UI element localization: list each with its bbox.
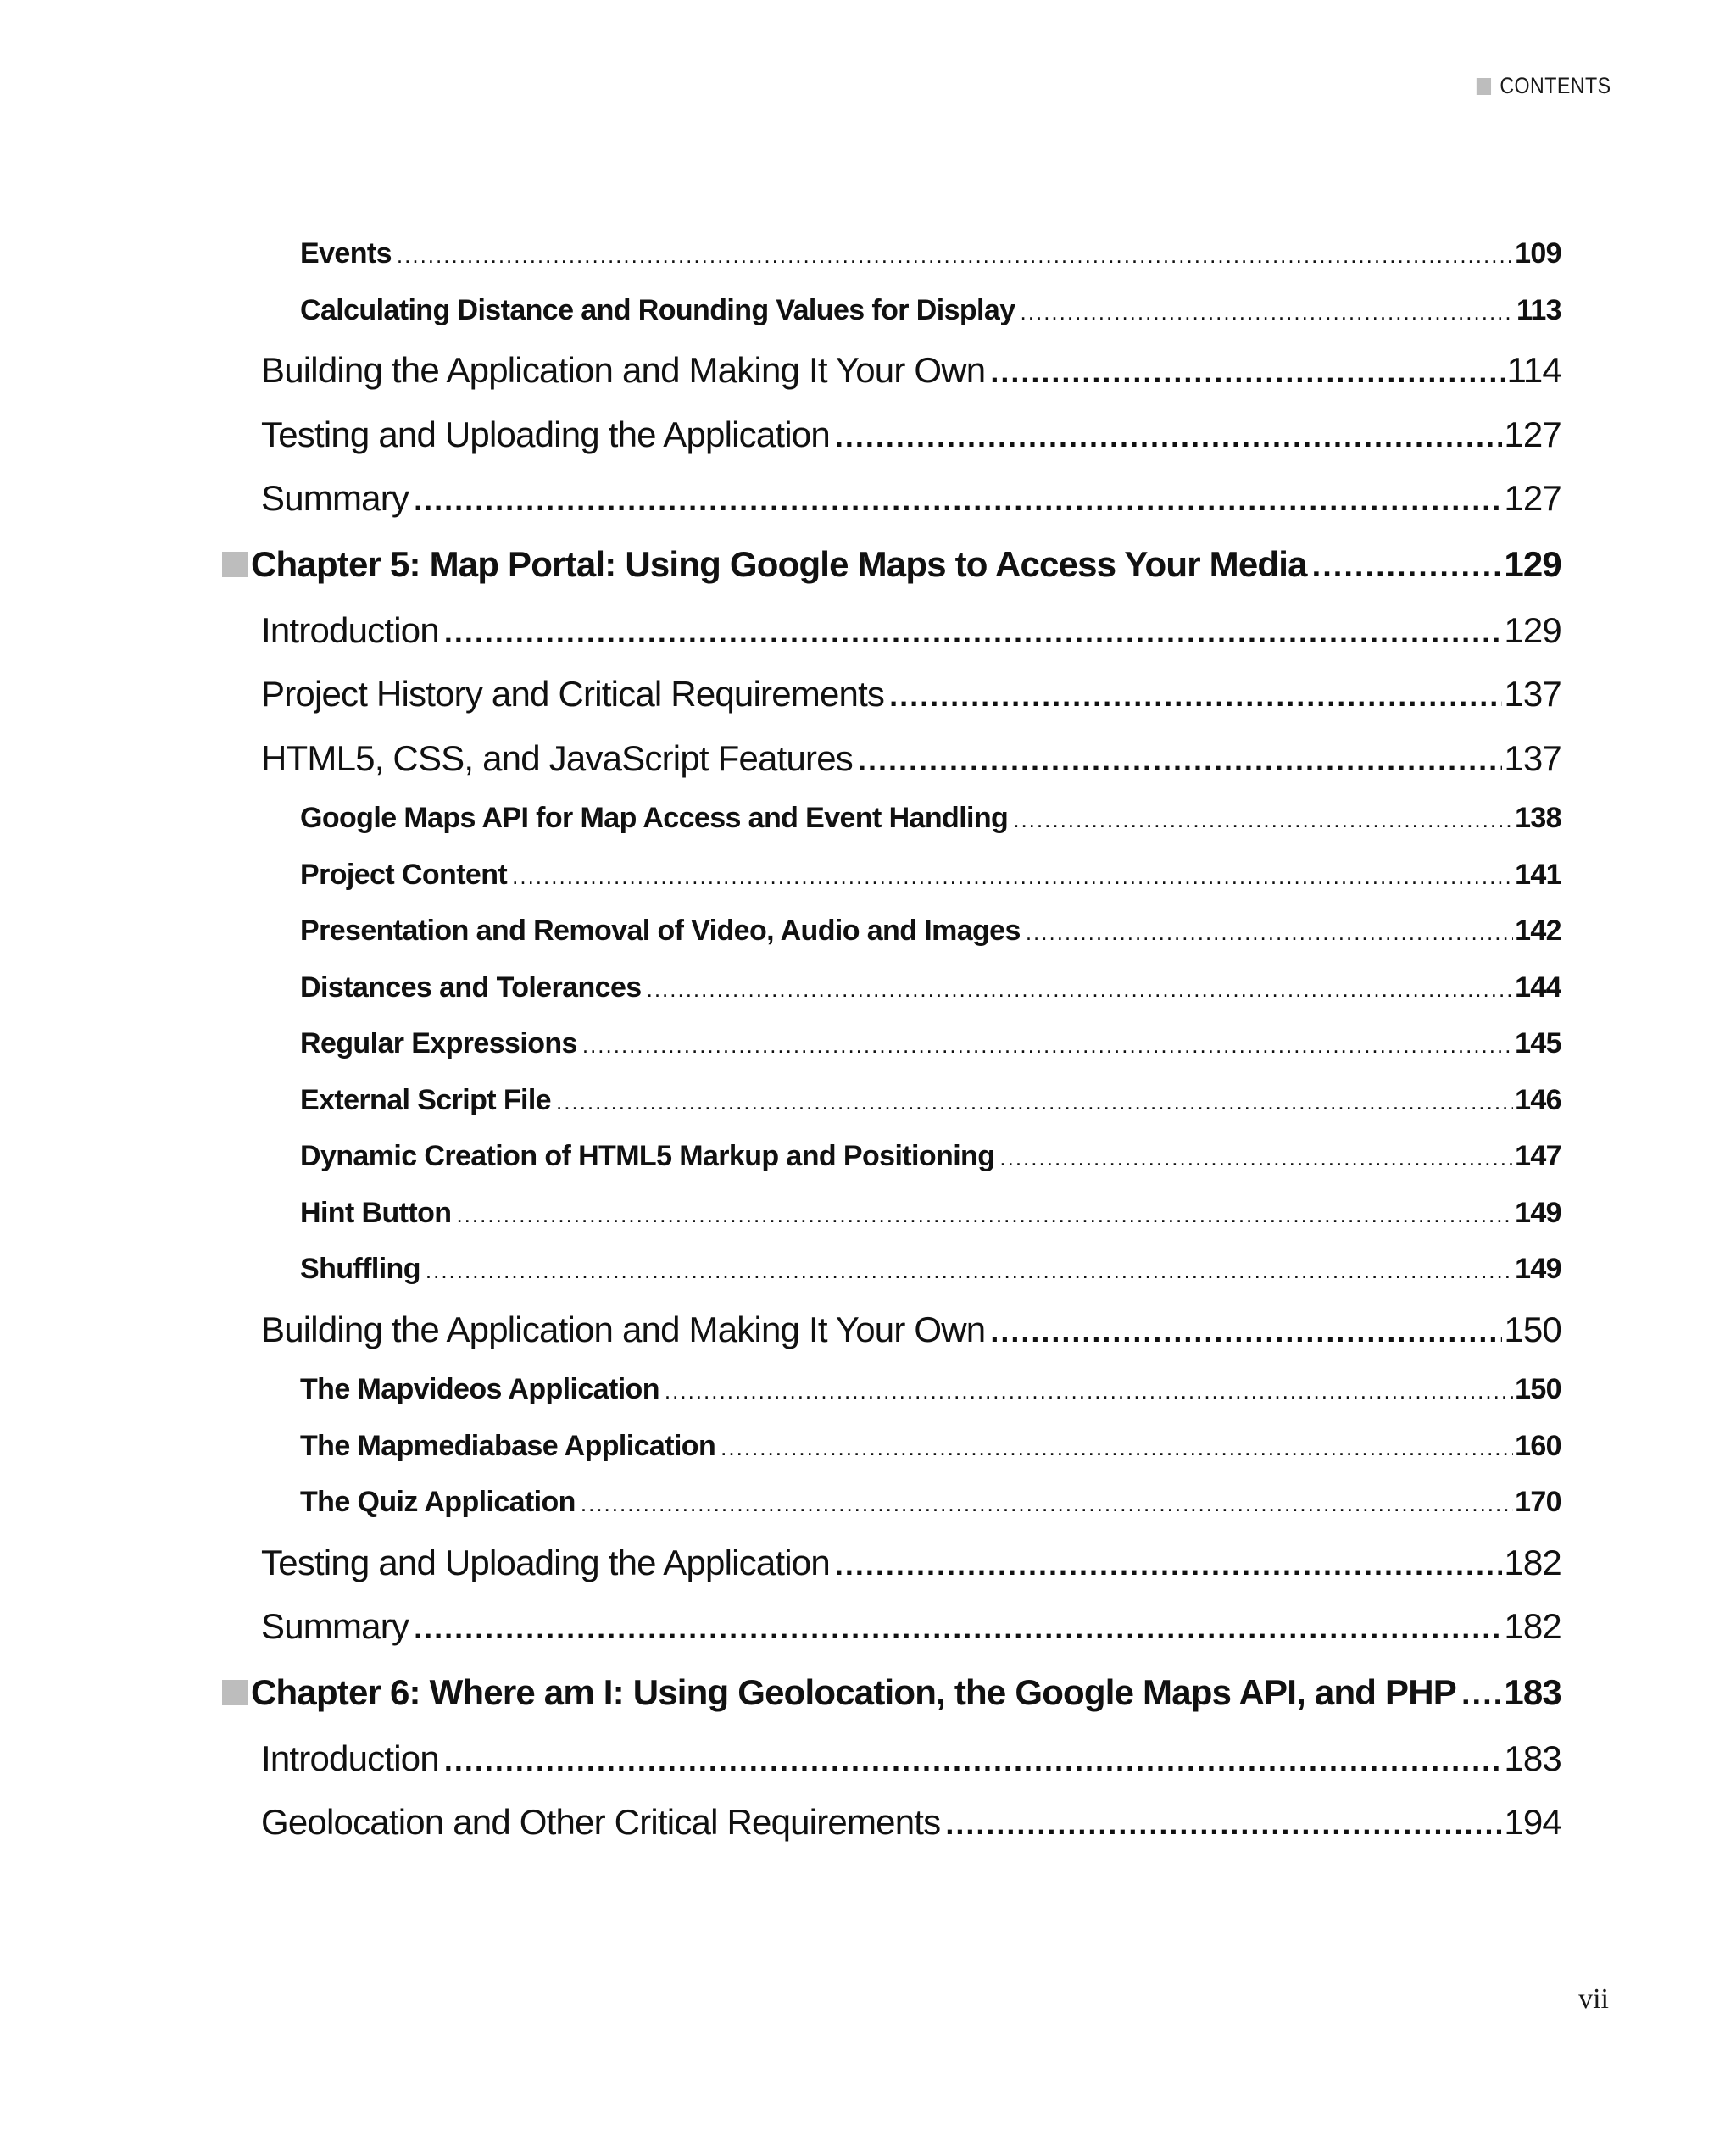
page-number: vii (1578, 1983, 1609, 2015)
toc-entry-page-number: 113 (1516, 293, 1561, 326)
toc-entry-page-number: 127 (1504, 478, 1561, 518)
dot-leader (889, 664, 1502, 726)
toc-section-entry[interactable] (261, 466, 1561, 531)
chapter-square-bullet (222, 552, 248, 577)
dot-leader (1026, 904, 1513, 959)
toc-entry-title: Project Content (300, 858, 508, 891)
toc-subsection-entry[interactable] (300, 1128, 1561, 1185)
toc-entry-page-number: 183 (1504, 1671, 1561, 1712)
toc-section-entry[interactable] (261, 662, 1561, 726)
toc-entry-title: The Mapmediabase Application (300, 1429, 716, 1462)
dot-leader (647, 961, 1513, 1016)
toc-entry-title: Calculating Distance and Rounding Values for Display (300, 293, 1015, 326)
toc-entry-title: Building the Application and Making It Your Own (261, 350, 986, 390)
toc-entry-page-number: 142 (1515, 915, 1561, 947)
toc-entry-title: Chapter 5: Map Portal: Using Google Maps to Access Your Media (251, 543, 1307, 584)
toc-entry-title: Events (300, 237, 392, 270)
toc-entry-page-number: 160 (1515, 1429, 1561, 1462)
toc-entry-page-number: 137 (1504, 674, 1561, 714)
dot-leader (556, 1074, 1513, 1129)
dot-leader (414, 468, 1502, 531)
toc-entry-page-number: 146 (1515, 1083, 1561, 1116)
toc-entry-page-number: 149 (1515, 1253, 1561, 1285)
toc-section-entry[interactable] (261, 338, 1561, 403)
toc-entry-title: Introduction (261, 609, 439, 650)
toc-entry-title: The Mapvideos Application (300, 1373, 659, 1405)
dot-leader (945, 1792, 1502, 1855)
toc-entry-page-number: 147 (1515, 1140, 1561, 1172)
toc-entry-page-number: 183 (1504, 1738, 1561, 1778)
toc-entry-title: Shuffling (300, 1253, 420, 1285)
toc-subsection-entry[interactable] (300, 959, 1561, 1016)
toc-entry-title: Hint Button (300, 1196, 452, 1229)
toc-section-entry[interactable] (261, 403, 1561, 467)
dot-leader (444, 600, 1502, 663)
running-header-label: CONTENTS (1499, 73, 1611, 98)
dot-leader (665, 1363, 1513, 1418)
toc-subsection-entry[interactable] (300, 1185, 1561, 1242)
toc-entry-page-number: 138 (1515, 802, 1561, 834)
toc-entry-page-number: 114 (1506, 350, 1561, 390)
toc-entry-title: Google Maps API for Map Access and Event Handling (300, 802, 1009, 834)
toc-entry-page-number: 194 (1504, 1802, 1561, 1842)
dot-leader (835, 404, 1502, 467)
dot-leader (990, 340, 1505, 403)
toc-section-entry[interactable] (261, 1298, 1561, 1362)
toc-subsection-entry[interactable] (300, 790, 1561, 847)
dot-leader (512, 848, 1513, 904)
toc-subsection-entry[interactable] (300, 1361, 1561, 1418)
toc-subsection-entry[interactable] (300, 1474, 1561, 1531)
dot-leader (456, 1187, 1513, 1242)
toc-section-entry[interactable] (261, 598, 1561, 663)
toc-entry-page-number: 150 (1504, 1309, 1561, 1349)
toc-entry-title: Testing and Uploading the Application (261, 1542, 830, 1582)
toc-entry-page-number: 182 (1504, 1542, 1561, 1582)
toc-entry-title: Presentation and Removal of Video, Audio and Images (300, 915, 1021, 947)
toc-entry-page-number: 150 (1515, 1373, 1561, 1405)
toc-entry-page-number: 129 (1504, 609, 1561, 650)
toc-entry-title: External Script File (300, 1083, 551, 1116)
toc-subsection-entry[interactable] (300, 282, 1561, 339)
dot-leader (858, 728, 1502, 791)
toc-entry-page-number: 129 (1504, 543, 1561, 584)
dot-leader (1013, 792, 1513, 847)
dot-leader (721, 1420, 1513, 1475)
dot-leader (999, 1130, 1513, 1185)
running-header (1476, 73, 1611, 99)
dot-leader (1312, 532, 1503, 598)
chapter-square-bullet (222, 1680, 248, 1705)
toc-section-entry[interactable] (261, 1727, 1561, 1791)
dot-leader (1021, 284, 1515, 339)
toc-entry-title: Dynamic Creation of HTML5 Markup and Positioning (300, 1140, 995, 1172)
toc-chapter-entry[interactable] (222, 531, 1561, 598)
toc-section-entry[interactable] (261, 1790, 1561, 1855)
toc-subsection-entry[interactable] (300, 847, 1561, 904)
toc-section-entry[interactable] (261, 726, 1561, 791)
toc-subsection-entry[interactable] (300, 1072, 1561, 1129)
dot-leader (1461, 1660, 1502, 1727)
toc-entry-title: Building the Application and Making It Your Own (261, 1309, 986, 1349)
toc-subsection-entry[interactable] (300, 1241, 1561, 1298)
toc-section-entry[interactable] (261, 1594, 1561, 1659)
toc-subsection-entry[interactable] (300, 903, 1561, 959)
toc-entry-title: Project History and Critical Requirements (261, 674, 885, 714)
dot-leader (835, 1532, 1502, 1595)
toc-entry-title: Testing and Uploading the Application (261, 414, 830, 454)
toc-entry-page-number: 149 (1515, 1196, 1561, 1229)
toc-entry-page-number: 170 (1515, 1486, 1561, 1518)
toc-subsection-entry[interactable] (300, 225, 1561, 282)
dot-leader (414, 1596, 1502, 1659)
toc-entry-page-number: 109 (1515, 237, 1561, 270)
toc-subsection-entry[interactable] (300, 1418, 1561, 1475)
toc-entry-title: Summary (261, 1606, 409, 1646)
toc-entry-title: Introduction (261, 1738, 439, 1778)
toc-entry-title: The Quiz Application (300, 1486, 576, 1518)
toc-entry-page-number: 182 (1504, 1606, 1561, 1646)
toc-entry-page-number: 127 (1504, 414, 1561, 454)
dot-leader (444, 1728, 1502, 1791)
dot-leader (990, 1299, 1502, 1362)
toc-entry-title: Summary (261, 478, 409, 518)
toc-subsection-entry[interactable] (300, 1015, 1561, 1072)
toc-entry-page-number: 141 (1515, 858, 1561, 891)
dot-leader (397, 227, 1513, 282)
toc-entry-page-number: 144 (1515, 970, 1561, 1004)
toc-section-entry[interactable] (261, 1531, 1561, 1595)
toc-entry-title: Chapter 6: Where am I: Using Geolocation, the Google Maps API, and PHP (251, 1671, 1456, 1712)
dot-leader (582, 1017, 1513, 1072)
dot-leader (581, 1476, 1513, 1531)
toc-entry-title: Distances and Tolerances (300, 970, 642, 1004)
toc-entry-page-number: 145 (1515, 1027, 1561, 1059)
table-of-contents (222, 225, 1561, 1855)
dot-leader (426, 1243, 1513, 1298)
toc-entry-title: Regular Expressions (300, 1027, 577, 1059)
header-square-bullet (1476, 78, 1490, 95)
toc-chapter-entry[interactable] (222, 1659, 1561, 1727)
toc-entry-page-number: 137 (1504, 737, 1561, 778)
toc-entry-title: HTML5, CSS, and JavaScript Features (261, 737, 853, 778)
toc-entry-title: Geolocation and Other Critical Requirements (261, 1802, 941, 1842)
